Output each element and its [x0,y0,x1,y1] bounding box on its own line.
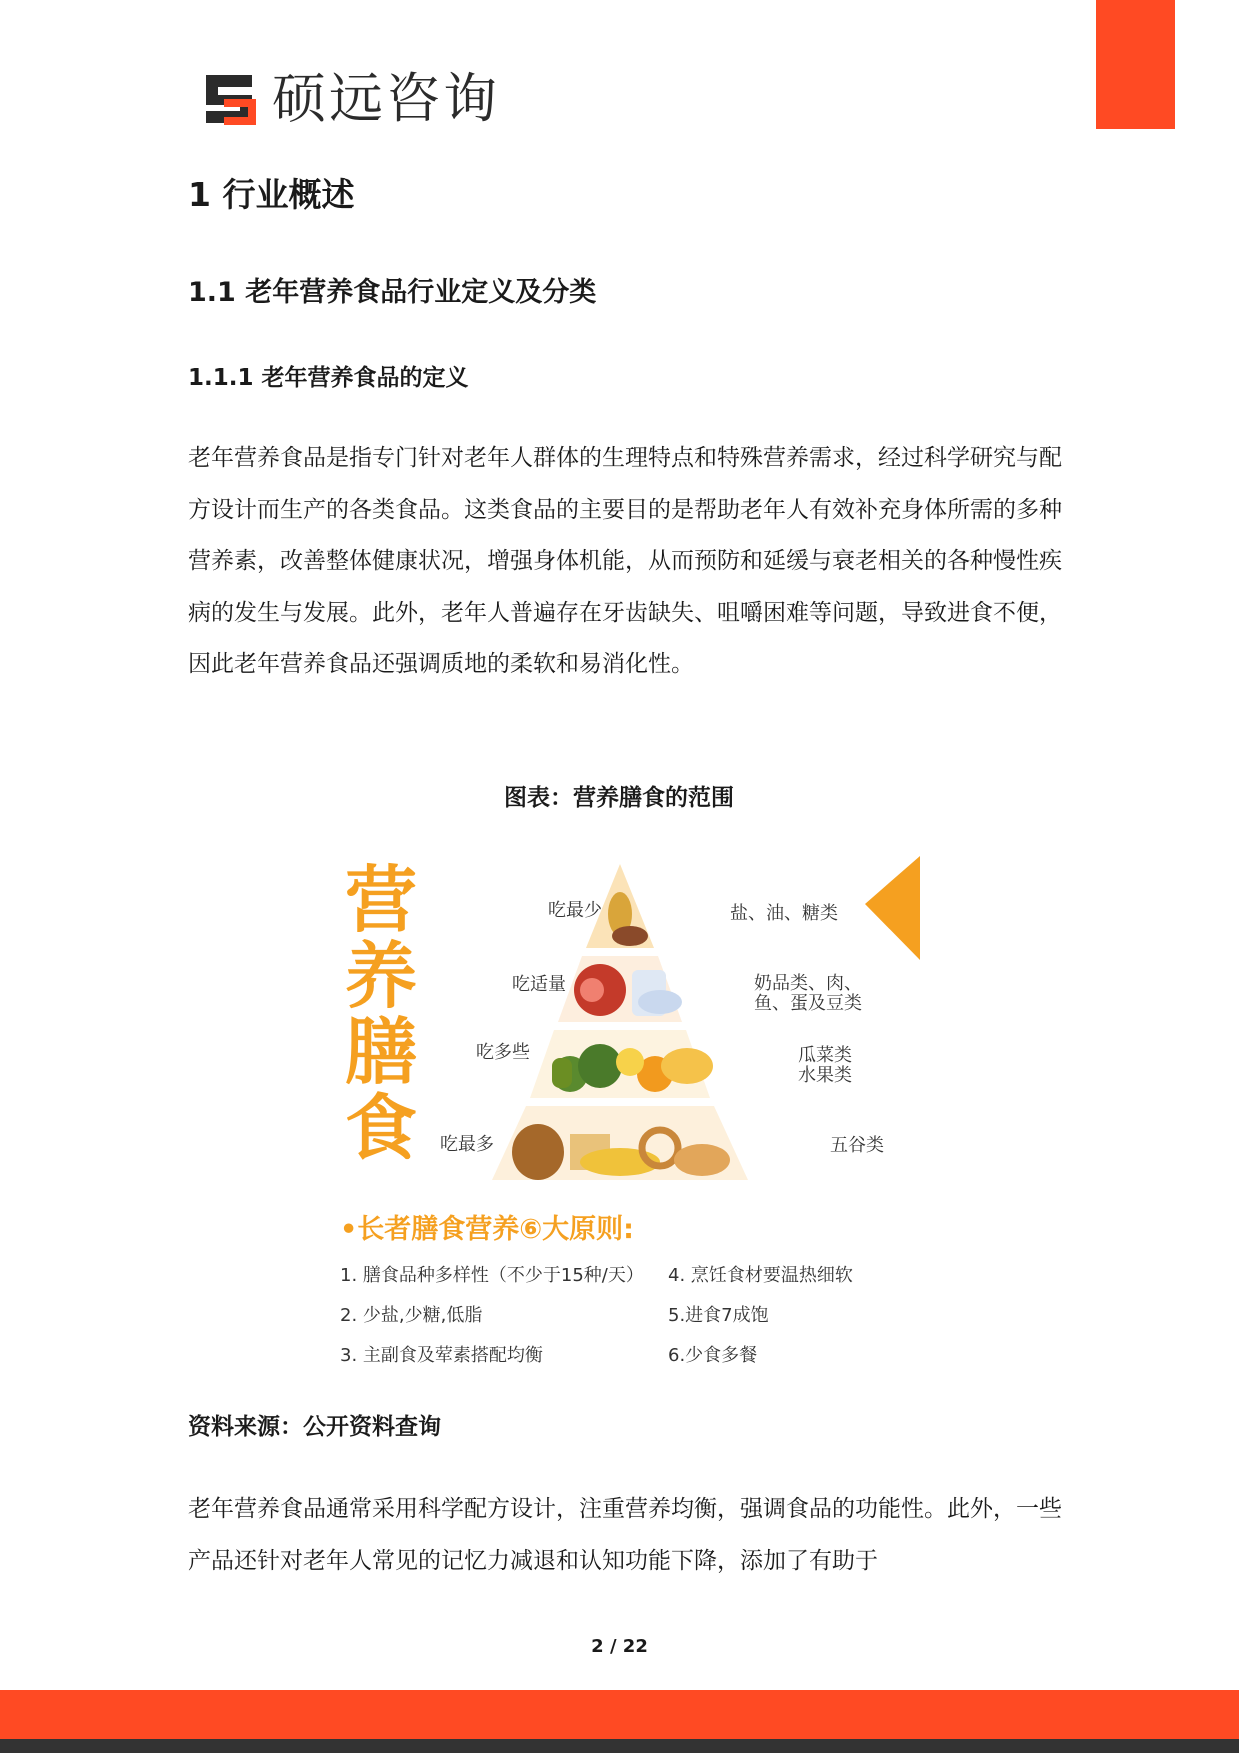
pyramid-level-3-left: 吃多些 [476,1042,530,1063]
page-number: 2 / 22 [591,1636,648,1657]
logo-text: 硕远咨询 [272,67,500,130]
figure-caption: 图表：营养膳食的范围 [504,785,734,811]
pyramid-level-4-left: 吃最多 [440,1134,494,1155]
pyramid-level-3-right: 瓜菜类水果类 [798,1045,852,1086]
pyramid-level-2-right: 奶品类、肉、鱼、蛋及豆类 [754,973,862,1014]
principle-item: 4. 烹饪食材要温热细软 [668,1265,853,1286]
pyramid-level-1-right: 盐、油、糖类 [730,903,838,924]
corner-accent-tab [1096,0,1175,129]
company-logo [202,67,500,130]
figure-big-title: 营养膳食 [344,858,417,1170]
principle-item: 6.少食多餐 [668,1345,758,1366]
corner-triangle-decoration [865,856,920,960]
principle-item: 1. 膳食品种多样性（不少于15种/天） [340,1265,644,1286]
pyramid-level-2-left: 吃适量 [512,974,566,995]
principle-item: 3. 主副食及荤素搭配均衡 [340,1345,543,1366]
principles-title: •长者膳食营养⑥大原则: [340,1214,634,1245]
principle-item: 2. 少盐,少糖,低脂 [340,1305,483,1326]
body-paragraph-1: 老年营养食品是指专门针对老年人群体的生理特点和特殊营养需求，经过科学研究与配方设计而生产的各类食品。这类食品的主要目的是帮助老年人有效补充身体所需的多种营养素，改善整体健康状况，增强身体机能，从而预防和延缓与衰老相关的各种慢性疾病的发生与发展。此外，老年人普遍存在牙齿缺失、咀嚼困难等问题，导致进食不便，因此老年营养食品还强调质地的柔软和易消化性。 [188,445,1062,677]
nutrition-pyramid-figure [330,852,930,1382]
section-heading-h2: 1.1 老年营养食品行业定义及分类 [188,277,597,308]
principle-item: 5.进食7成饱 [668,1305,769,1326]
section-heading-h3: 1.1.1 老年营养食品的定义 [188,365,469,391]
footer-dark-strip [0,1739,1239,1753]
pyramid-level-1-left: 吃最少 [548,900,602,921]
footer-accent-bar [0,1690,1239,1739]
logo-mark-icon [202,71,260,127]
body-paragraph-2: 老年营养食品通常采用科学配方设计，注重营养均衡，强调食品的功能性。此外，一些产品还针对老年人常见的记忆力减退和认知功能下降，添加了有助于 [188,1496,1062,1574]
pyramid-level-4-right: 五谷类 [830,1135,884,1156]
section-heading-h1: 1 行业概述 [188,175,355,214]
source-note: 资料来源：公开资料查询 [188,1414,441,1440]
food-pyramid-graphic [330,852,930,1212]
